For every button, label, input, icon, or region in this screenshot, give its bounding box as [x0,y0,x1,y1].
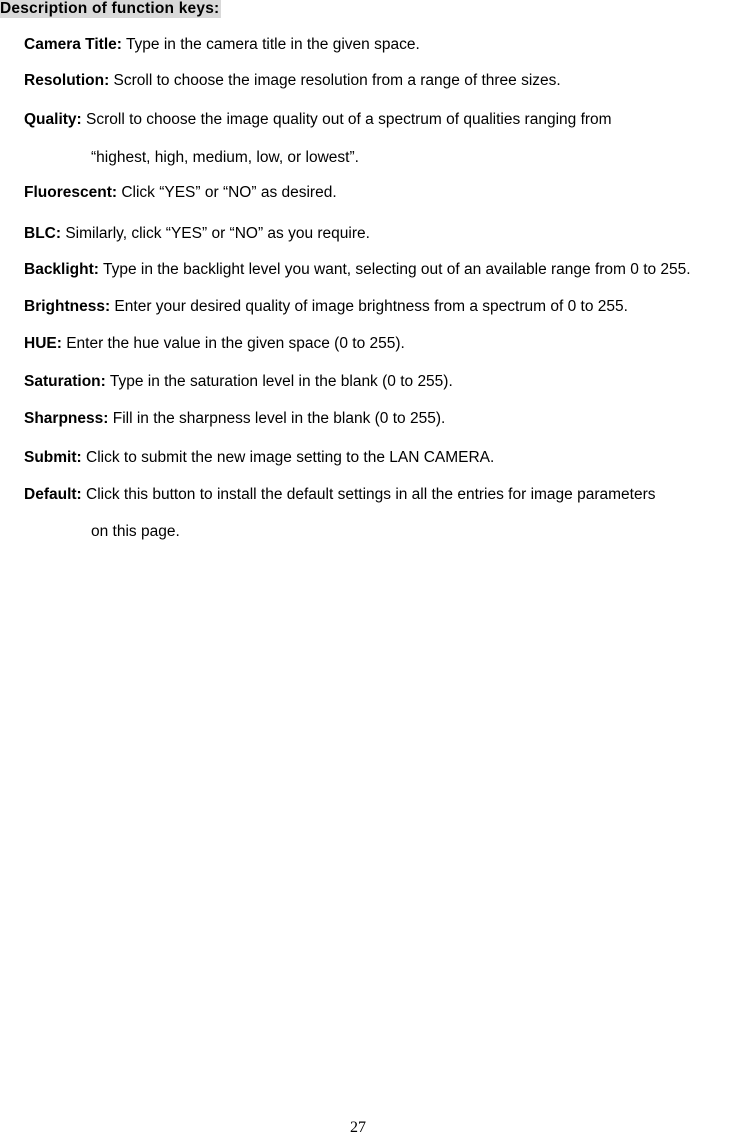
entry-blc [24,224,370,244]
entry-description: Click this button to install the default settings in all the entries for image parameters [81,486,656,503]
entry-quality [24,110,612,130]
entry-default [24,485,656,505]
entry-term: Quality: [24,111,82,128]
entry-default-continuation: on this page. [91,523,180,540]
entry-description: Type in the saturation level in the blank (0 to 255). [105,373,453,390]
entry-description: Similarly, click “YES” or “NO” as you require. [61,225,370,242]
entry-description: Enter your desired quality of image brightness from a spectrum of 0 to 255. [110,298,628,315]
entry-term: Resolution: [24,72,110,89]
entry-term: Saturation: [24,373,106,390]
entry-term: Fluorescent: [24,184,118,201]
entry-term: Backlight: [24,261,99,278]
entry-description: Click to submit the new image setting to the LAN CAMERA. [81,449,495,466]
entry-hue [24,334,405,354]
entry-description: Fill in the sharpness level in the blank (0 to 255). [108,410,446,427]
entry-term: BLC: [24,225,62,242]
entry-term: Sharpness: [24,410,109,427]
entry-resolution [24,71,561,91]
entry-description: Click “YES” or “NO” as desired. [117,184,337,201]
entry-backlight [24,260,691,280]
entry-saturation [24,372,453,392]
entry-term: Default: [24,486,82,503]
entry-camera-title [24,35,420,55]
entry-term: HUE: [24,335,62,352]
entry-term: Camera Title: [24,36,122,53]
entry-term: Brightness: [24,298,111,315]
entry-description: Type in the backlight level you want, selecting out of an available range from 0 to 255. [98,261,691,278]
entry-fluorescent [24,183,337,203]
entry-description: Scroll to choose the image quality out of a spectrum of qualities ranging from [81,111,612,128]
entry-description: Type in the camera title in the given space. [121,36,420,53]
entry-description: Enter the hue value in the given space (0 to 255). [61,335,405,352]
entry-quality-continuation: “highest, high, medium, low, or lowest”. [91,149,359,166]
entry-submit [24,448,494,468]
entry-brightness [24,297,628,317]
entry-term: Submit: [24,449,82,466]
page-number: 27 [350,1119,366,1136]
entry-sharpness [24,409,445,429]
section-heading: Description of function keys: [0,0,220,17]
entry-description: Scroll to choose the image resolution from a range of three sizes. [109,72,561,89]
